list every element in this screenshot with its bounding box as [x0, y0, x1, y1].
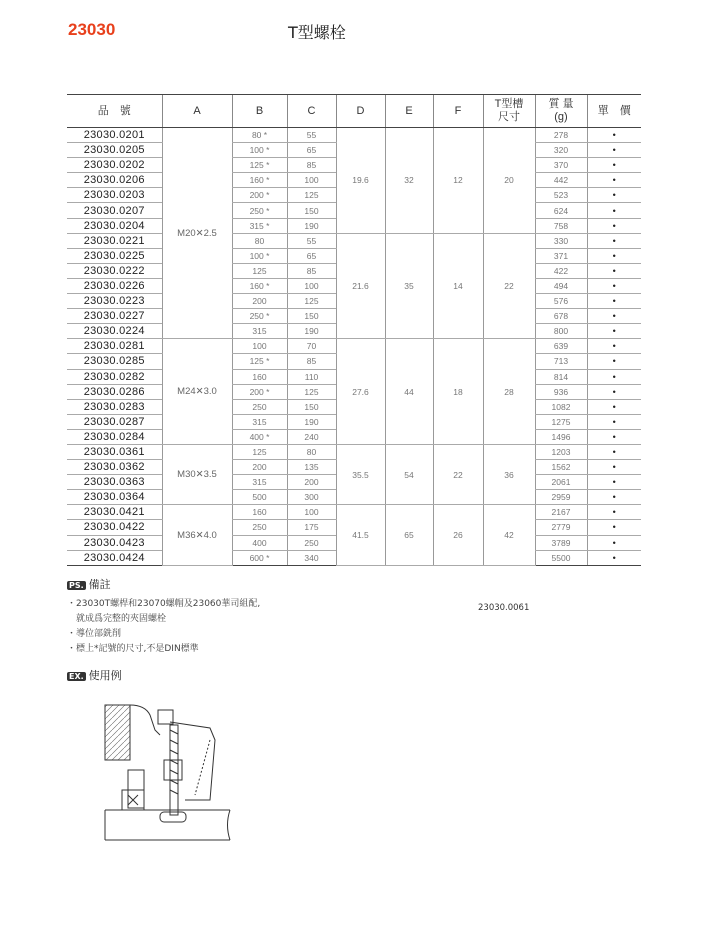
dim-c: 150: [287, 309, 336, 324]
notes-section: [67, 576, 260, 656]
mass: 1562: [535, 460, 587, 475]
mass: 576: [535, 294, 587, 309]
mass: 442: [535, 173, 587, 188]
dim-b: 80: [232, 233, 287, 248]
mass: 422: [535, 263, 587, 278]
mass: 678: [535, 309, 587, 324]
column-header: 質 量 (g): [535, 95, 587, 128]
mass: 758: [535, 218, 587, 233]
part-number: 23030.0362: [67, 460, 162, 475]
usage-illustration: [100, 700, 240, 845]
dim-c: 100: [287, 505, 336, 520]
part-number: 23030.0225: [67, 248, 162, 263]
part-number: 23030.0283: [67, 399, 162, 414]
unit-price: •: [587, 475, 641, 490]
note-line: ・導位部銑削: [67, 629, 122, 639]
dim-b: 315: [232, 414, 287, 429]
mass: 814: [535, 369, 587, 384]
unit-price: •: [587, 128, 641, 143]
column-header: E: [385, 95, 433, 128]
dim-c: 240: [287, 429, 336, 444]
dim-c: 55: [287, 128, 336, 143]
note-line: ・23030T螺桿和23070螺帽及23060華司組配,: [67, 599, 261, 609]
dim-c: 250: [287, 535, 336, 550]
dim-b: 400 *: [232, 429, 287, 444]
mass: 370: [535, 158, 587, 173]
dim-c: 85: [287, 263, 336, 278]
part-number: 23030.0204: [67, 218, 162, 233]
dim-d: 41.5: [336, 505, 385, 565]
dim-c: 175: [287, 520, 336, 535]
dim-b: 100 *: [232, 248, 287, 263]
dim-c: 150: [287, 203, 336, 218]
unit-price: •: [587, 309, 641, 324]
dim-b: 160: [232, 505, 287, 520]
unit-price: •: [587, 158, 641, 173]
dim-c: 65: [287, 248, 336, 263]
mass: 494: [535, 278, 587, 293]
dim-b: 250 *: [232, 309, 287, 324]
part-number: 23030.0226: [67, 278, 162, 293]
mass: 1496: [535, 429, 587, 444]
dim-c: 200: [287, 475, 336, 490]
ps-badge: PS.: [69, 581, 84, 590]
dim-c: 190: [287, 324, 336, 339]
dim-c: 100: [287, 173, 336, 188]
reference-code: 23030.0061: [478, 603, 530, 613]
part-number: 23030.0282: [67, 369, 162, 384]
dim-b: 200: [232, 294, 287, 309]
unit-price: •: [587, 354, 641, 369]
mass: 320: [535, 143, 587, 158]
dim-c: 135: [287, 460, 336, 475]
part-number: 23030.0221: [67, 233, 162, 248]
unit-price: •: [587, 278, 641, 293]
dim-e: 54: [385, 444, 433, 504]
dim-f: 26: [433, 505, 483, 565]
page-title: T型螺栓: [288, 23, 346, 42]
note-line: 就成爲完整的夾固螺栓: [67, 614, 167, 624]
column-header: 單 價: [587, 95, 641, 128]
dim-f: 18: [433, 339, 483, 445]
part-number: 23030.0363: [67, 475, 162, 490]
dim-b: 250 *: [232, 203, 287, 218]
dim-f: 22: [433, 444, 483, 504]
unit-price: •: [587, 248, 641, 263]
unit-price: •: [587, 384, 641, 399]
mass: 1203: [535, 444, 587, 459]
dim-c: 190: [287, 414, 336, 429]
unit-price: •: [587, 535, 641, 550]
unit-price: •: [587, 369, 641, 384]
mass: 5500: [535, 550, 587, 565]
dim-d: 27.6: [336, 339, 385, 445]
dim-c: 80: [287, 444, 336, 459]
dim-c: 55: [287, 233, 336, 248]
thread-size: M36✕4.0: [162, 505, 232, 565]
dim-b: 400: [232, 535, 287, 550]
dim-b: 160: [232, 369, 287, 384]
unit-price: •: [587, 429, 641, 444]
dim-b: 250: [232, 520, 287, 535]
note-line: ・標上*記號的尺寸,不是DIN標準: [67, 644, 199, 654]
part-number: 23030.0281: [67, 339, 162, 354]
part-number: 23030.0224: [67, 324, 162, 339]
dim-b: 125 *: [232, 158, 287, 173]
unit-price: •: [587, 233, 641, 248]
dim-e: 65: [385, 505, 433, 565]
mass: 2167: [535, 505, 587, 520]
unit-price: •: [587, 399, 641, 414]
part-number: 23030.0424: [67, 550, 162, 565]
table-row: [67, 233, 641, 248]
dim-c: 85: [287, 354, 336, 369]
part-number: 23030.0206: [67, 173, 162, 188]
part-number: 23030.0205: [67, 143, 162, 158]
unit-price: •: [587, 490, 641, 505]
ex-badge: EX.: [69, 672, 84, 681]
dim-b: 100 *: [232, 143, 287, 158]
dim-c: 150: [287, 399, 336, 414]
unit-price: •: [587, 460, 641, 475]
example-label: 使用例: [88, 669, 122, 682]
table-row: [67, 339, 641, 354]
part-number: 23030.0422: [67, 520, 162, 535]
mass: 2959: [535, 490, 587, 505]
dim-t: 20: [483, 128, 535, 234]
mass: 278: [535, 128, 587, 143]
dim-c: 190: [287, 218, 336, 233]
unit-price: •: [587, 414, 641, 429]
mass: 3789: [535, 535, 587, 550]
part-number: 23030.0203: [67, 188, 162, 203]
table-row: [67, 505, 641, 520]
example-heading: [67, 664, 122, 683]
mass: 330: [535, 233, 587, 248]
dim-b: 600 *: [232, 550, 287, 565]
table-row: [67, 128, 641, 143]
dim-c: 125: [287, 188, 336, 203]
dim-b: 125: [232, 263, 287, 278]
part-number: 23030.0284: [67, 429, 162, 444]
unit-price: •: [587, 143, 641, 158]
mass: 371: [535, 248, 587, 263]
part-number: 23030.0227: [67, 309, 162, 324]
dim-b: 200 *: [232, 384, 287, 399]
unit-price: •: [587, 324, 641, 339]
part-number: 23030.0287: [67, 414, 162, 429]
part-number: 23030.0285: [67, 354, 162, 369]
column-header: T型槽 尺寸: [483, 95, 535, 128]
notes-heading: 備註: [88, 578, 111, 591]
part-number: 23030.0364: [67, 490, 162, 505]
mass: 523: [535, 188, 587, 203]
dim-b: 250: [232, 399, 287, 414]
mass: 1275: [535, 414, 587, 429]
dim-b: 500: [232, 490, 287, 505]
mass: 936: [535, 384, 587, 399]
dim-b: 100: [232, 339, 287, 354]
part-number: 23030.0421: [67, 505, 162, 520]
unit-price: •: [587, 173, 641, 188]
dim-b: 125: [232, 444, 287, 459]
unit-price: •: [587, 294, 641, 309]
unit-price: •: [587, 203, 641, 218]
unit-price: •: [587, 505, 641, 520]
column-header: D: [336, 95, 385, 128]
column-header: 品 號: [67, 95, 162, 128]
unit-price: •: [587, 520, 641, 535]
column-header: F: [433, 95, 483, 128]
unit-price: •: [587, 263, 641, 278]
mass: 639: [535, 339, 587, 354]
dim-b: 80 *: [232, 128, 287, 143]
mass: 800: [535, 324, 587, 339]
unit-price: •: [587, 188, 641, 203]
dim-d: 21.6: [336, 233, 385, 339]
table-row: [67, 444, 641, 459]
dim-c: 100: [287, 278, 336, 293]
product-code: 23030: [68, 20, 116, 39]
dim-c: 125: [287, 384, 336, 399]
dim-c: 110: [287, 369, 336, 384]
mass: 624: [535, 203, 587, 218]
dim-e: 35: [385, 233, 433, 339]
dim-b: 315: [232, 475, 287, 490]
dim-f: 14: [433, 233, 483, 339]
dim-c: 85: [287, 158, 336, 173]
dim-t: 36: [483, 444, 535, 504]
unit-price: •: [587, 550, 641, 565]
dim-b: 160 *: [232, 278, 287, 293]
dim-d: 19.6: [336, 128, 385, 234]
dim-b: 315 *: [232, 218, 287, 233]
thread-size: M30✕3.5: [162, 444, 232, 504]
part-number: 23030.0222: [67, 263, 162, 278]
part-number: 23030.0202: [67, 158, 162, 173]
dim-c: 340: [287, 550, 336, 565]
part-number: 23030.0223: [67, 294, 162, 309]
mass: 713: [535, 354, 587, 369]
column-header: C: [287, 95, 336, 128]
part-number: 23030.0286: [67, 384, 162, 399]
dim-b: 160 *: [232, 173, 287, 188]
dim-d: 35.5: [336, 444, 385, 504]
dim-f: 12: [433, 128, 483, 234]
dim-b: 315: [232, 324, 287, 339]
mass: 2061: [535, 475, 587, 490]
dim-b: 125 *: [232, 354, 287, 369]
spec-table: [67, 94, 641, 566]
part-number: 23030.0361: [67, 444, 162, 459]
unit-price: •: [587, 218, 641, 233]
dim-b: 200: [232, 460, 287, 475]
dim-b: 200 *: [232, 188, 287, 203]
thread-size: M20✕2.5: [162, 128, 232, 339]
unit-price: •: [587, 444, 641, 459]
dim-c: 65: [287, 143, 336, 158]
column-header: A: [162, 95, 232, 128]
mass: 1082: [535, 399, 587, 414]
dim-t: 28: [483, 339, 535, 445]
dim-e: 32: [385, 128, 433, 234]
dim-c: 300: [287, 490, 336, 505]
thread-size: M24✕3.0: [162, 339, 232, 445]
dim-c: 125: [287, 294, 336, 309]
dim-t: 42: [483, 505, 535, 565]
dim-e: 44: [385, 339, 433, 445]
mass: 2779: [535, 520, 587, 535]
part-number: 23030.0207: [67, 203, 162, 218]
column-header: B: [232, 95, 287, 128]
dim-t: 22: [483, 233, 535, 339]
unit-price: •: [587, 339, 641, 354]
part-number: 23030.0423: [67, 535, 162, 550]
part-number: 23030.0201: [67, 128, 162, 143]
dim-c: 70: [287, 339, 336, 354]
